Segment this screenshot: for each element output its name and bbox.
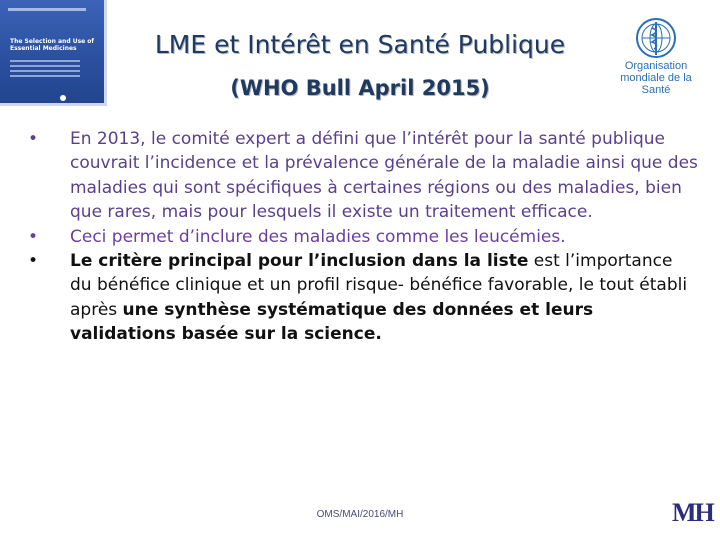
slide-title: LME et Intérêt en Santé Publique — [154, 30, 566, 59]
slide-subtitle: (WHO Bull April 2015) — [230, 76, 490, 100]
bullet-list — [28, 127, 698, 347]
who-emblem-icon — [634, 16, 678, 60]
footer-text: OMS/MAI/2016/MH — [316, 509, 404, 520]
bullet-bold-text: Le critère principal pour l’inclusion dans la liste — [70, 251, 529, 272]
bullet-item — [28, 127, 698, 225]
bullet-item — [28, 225, 698, 249]
cover-title: The Selection and Use of Essential Medicines — [10, 38, 95, 52]
bullet-text: En 2013, le comité expert a défini que l’intérêt pour la santé publique couvrait l’incidence et la prévalence générale de la maladie ainsi que des maladies qui sont spécifiques à certaines régions ou des maladies, bien que rares, mais pour lesquels il existe un traitement efficace. — [70, 129, 698, 223]
bullet-dot: • — [28, 129, 39, 149]
report-cover-thumbnail — [0, 0, 107, 106]
cover-header-bar — [8, 8, 86, 11]
bullet-text: est l’importance du bénéfice clinique et un profil risque- bénéfice favorable, le tout établi après — [70, 251, 688, 320]
bullet-dot: • — [28, 251, 39, 272]
bullet-text: Ceci permet d’inclure des maladies comme les leucémies. — [70, 226, 566, 247]
who-name: Organisation mondiale de la Santé — [620, 60, 692, 96]
cover-emblem-icon — [60, 95, 66, 101]
bullet-dot: • — [28, 226, 39, 247]
cover-text-lines — [10, 60, 80, 80]
mh-logo: MH — [672, 498, 713, 527]
bullet-bold-text: une synthèse systématique des données et leurs validations basée sur la science. — [70, 299, 594, 345]
bullet-item — [28, 249, 698, 347]
who-logo — [606, 16, 706, 96]
